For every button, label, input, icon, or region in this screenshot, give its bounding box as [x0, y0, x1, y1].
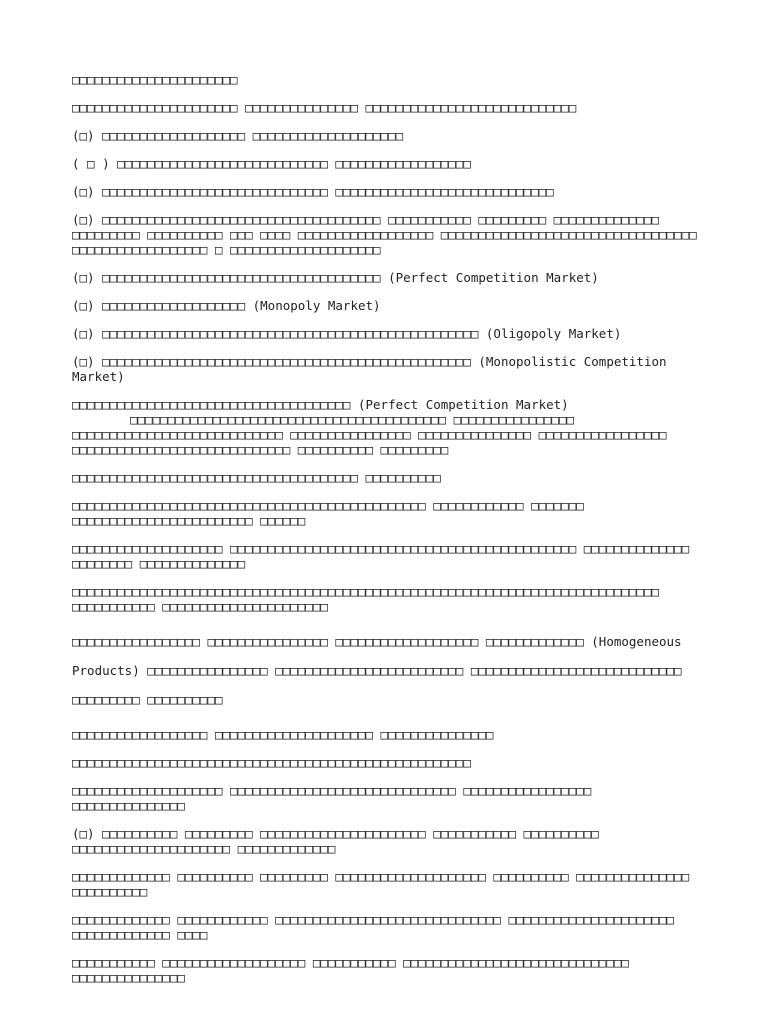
- paragraph: □□□□□□□□□□□□□ □□□□□□□□□□ □□□□□□□□□ □□□□□□□□□□□□□□□□□□□□ □□□□□□□□□□ □□□□□□□□□□□□□□□ □□□□□□□□□□: [72, 869, 690, 899]
- paragraph: □□□□□□□□□□□□□□□□□□□□□□□□□□□□□□□□□□□□□□□□□□ □□□□□□□□□□□□□□□□ □□□□□□□□□□□□□□□□□□□□□□□□□□□□ □□□□□□□□□□□□□□□□ □□□□□□□□□□□□□□□ □□□□□□□□□□□□□□□□□ □□□□□□□□□□□□□□□□□□□□□□□□□□□□□ □□□□□□□□□□ □□□□□□□□□: [72, 412, 667, 457]
- document-body: [72, 72, 700, 998]
- paragraph: □□□□□□□□□□□□□□□□□□□□□□□□□□□□□□□□□□□□□□□□□□□□□□□□□□□□□: [72, 755, 471, 770]
- list-item-monopolistic-competition: (□) □□□□□□□□□□□□□□□□□□□□□□□□□□□□□□□□□□□□□□□□□□□□□□□□□ (Monopolistic Competition Market): [72, 354, 667, 384]
- paragraph: □□□□□□□□□□□□□□□□□□ □□□□□□□□□□□□□□□□□□□□□ □□□□□□□□□□□□□□□: [72, 727, 494, 742]
- list-item-perfect-competition: (□) □□□□□□□□□□□□□□□□□□□□□□□□□□□□□□□□□□□□□ (Perfect Competition Market): [72, 270, 599, 285]
- section-heading-perfect-competition: □□□□□□□□□□□□□□□□□□□□□□□□□□□□□□□□□□□□□ (Perfect Competition Market): [72, 397, 569, 412]
- list-item-oligopoly: (□) □□□□□□□□□□□□□□□□□□□□□□□□□□□□□□□□□□□□□□□□□□□□□□□□□□ (Oligopoly Market): [72, 326, 622, 341]
- paragraph: □□□□□□□□□□□□□□□□□□□□ □□□□□□□□□□□□□□□□□□□□□□□□□□□□□□□□□□□□□□□□□□□□□□ □□□□□□□□□□□□□□ □□□□□□□□ □□□□□□□□□□□□□□: [72, 541, 690, 571]
- list-item: (□) □□□□□□□□□□□□□□□□□□□□□□□□□□□□□□ □□□□□□□□□□□□□□□□□□□□□□□□□□□□□: [72, 184, 554, 199]
- paragraph-homogeneous-products: □□□□□□□□□□□□□□□□□ □□□□□□□□□□□□□□□□ □□□□□□□□□□□□□□□□□□□ □□□□□□□□□□□□□ (Homogeneous Products) □□□□□□□□□□□□□□□□ □□□□□□□□□□□□□□□□□□□□□□□□□ □□□□□□□□□□□□□□□□□□□□□□□□□□□□ □□□□□□□□□ □□□□□□□□□□: [72, 634, 682, 707]
- paragraph: □□□□□□□□□□□□□□□□□□□□□□□□□□□□□□□□□□□□□□□□□□□□□□□ □□□□□□□□□□□□ □□□□□□□ □□□□□□□□□□□□□□□□□□□□□□□□ □□□□□□: [72, 498, 584, 528]
- paragraph: □□□□□□□□□□□ □□□□□□□□□□□□□□□□□□□ □□□□□□□□□□□ □□□□□□□□□□□□□□□□□□□□□□□□□□□□□□ □□□□□□□□□□□□□□□: [72, 955, 629, 985]
- list-item: (□) □□□□□□□□□□ □□□□□□□□□ □□□□□□□□□□□□□□□□□□□□□□ □□□□□□□□□□□ □□□□□□□□□□ □□□□□□□□□□□□□□□□□□□□□ □□□□□□□□□□□□□: [72, 826, 599, 856]
- paragraph: □□□□□□□□□□□□□□□□□□□□ □□□□□□□□□□□□□□□□□□□□□□□□□□□□□□ □□□□□□□□□□□□□□□□□ □□□□□□□□□□□□□□□: [72, 783, 592, 813]
- paragraph: □□□□□□□□□□□□□□□□□□□□□□ □□□□□□□□□□□□□□□ □□□□□□□□□□□□□□□□□□□□□□□□□□□□: [72, 100, 577, 115]
- paragraph: □□□□□□□□□□□□□ □□□□□□□□□□□□ □□□□□□□□□□□□□□□□□□□□□□□□□□□□□□ □□□□□□□□□□□□□□□□□□□□□□ □□□□□□□□□□□□□ □□□□: [72, 912, 675, 942]
- list-item-monopoly: (□) □□□□□□□□□□□□□□□□□□□ (Monopoly Market): [72, 298, 381, 313]
- paragraph: □□□□□□□□□□□□□□□□□□□□□□□□□□□□□□□□□□□□□□ □□□□□□□□□□: [72, 470, 441, 485]
- list-item: ( □ ) □□□□□□□□□□□□□□□□□□□□□□□□□□□□ □□□□□□□□□□□□□□□□□□: [72, 156, 471, 171]
- list-item: (□) □□□□□□□□□□□□□□□□□□□ □□□□□□□□□□□□□□□□□□□□: [72, 128, 404, 143]
- heading-line: □□□□□□□□□□□□□□□□□□□□□□: [72, 72, 238, 87]
- list-item: (□) □□□□□□□□□□□□□□□□□□□□□□□□□□□□□□□□□□□□□ □□□□□□□□□□□ □□□□□□□□□ □□□□□□□□□□□□□□ □□□□□□□□□ □□□□□□□□□□ □□□ □□□□ □□□□□□□□□□□□□□□□□□ □□□□□□□□□□□□□□□□□□□□□□□□□□□□□□□□□□ □□□□□□□□□□□□□□□□□□ □ □□□□□□□□□□□□□□□□□□□□: [72, 212, 697, 257]
- paragraph: □□□□□□□□□□□□□□□□□□□□□□□□□□□□□□□□□□□□□□□□□□□□□□□□□□□□□□□□□□□□□□□□□□□□□□□□□□□□□□ □□□□□□□□□□□ □□□□□□□□□□□□□□□□□□□□□□: [72, 584, 659, 614]
